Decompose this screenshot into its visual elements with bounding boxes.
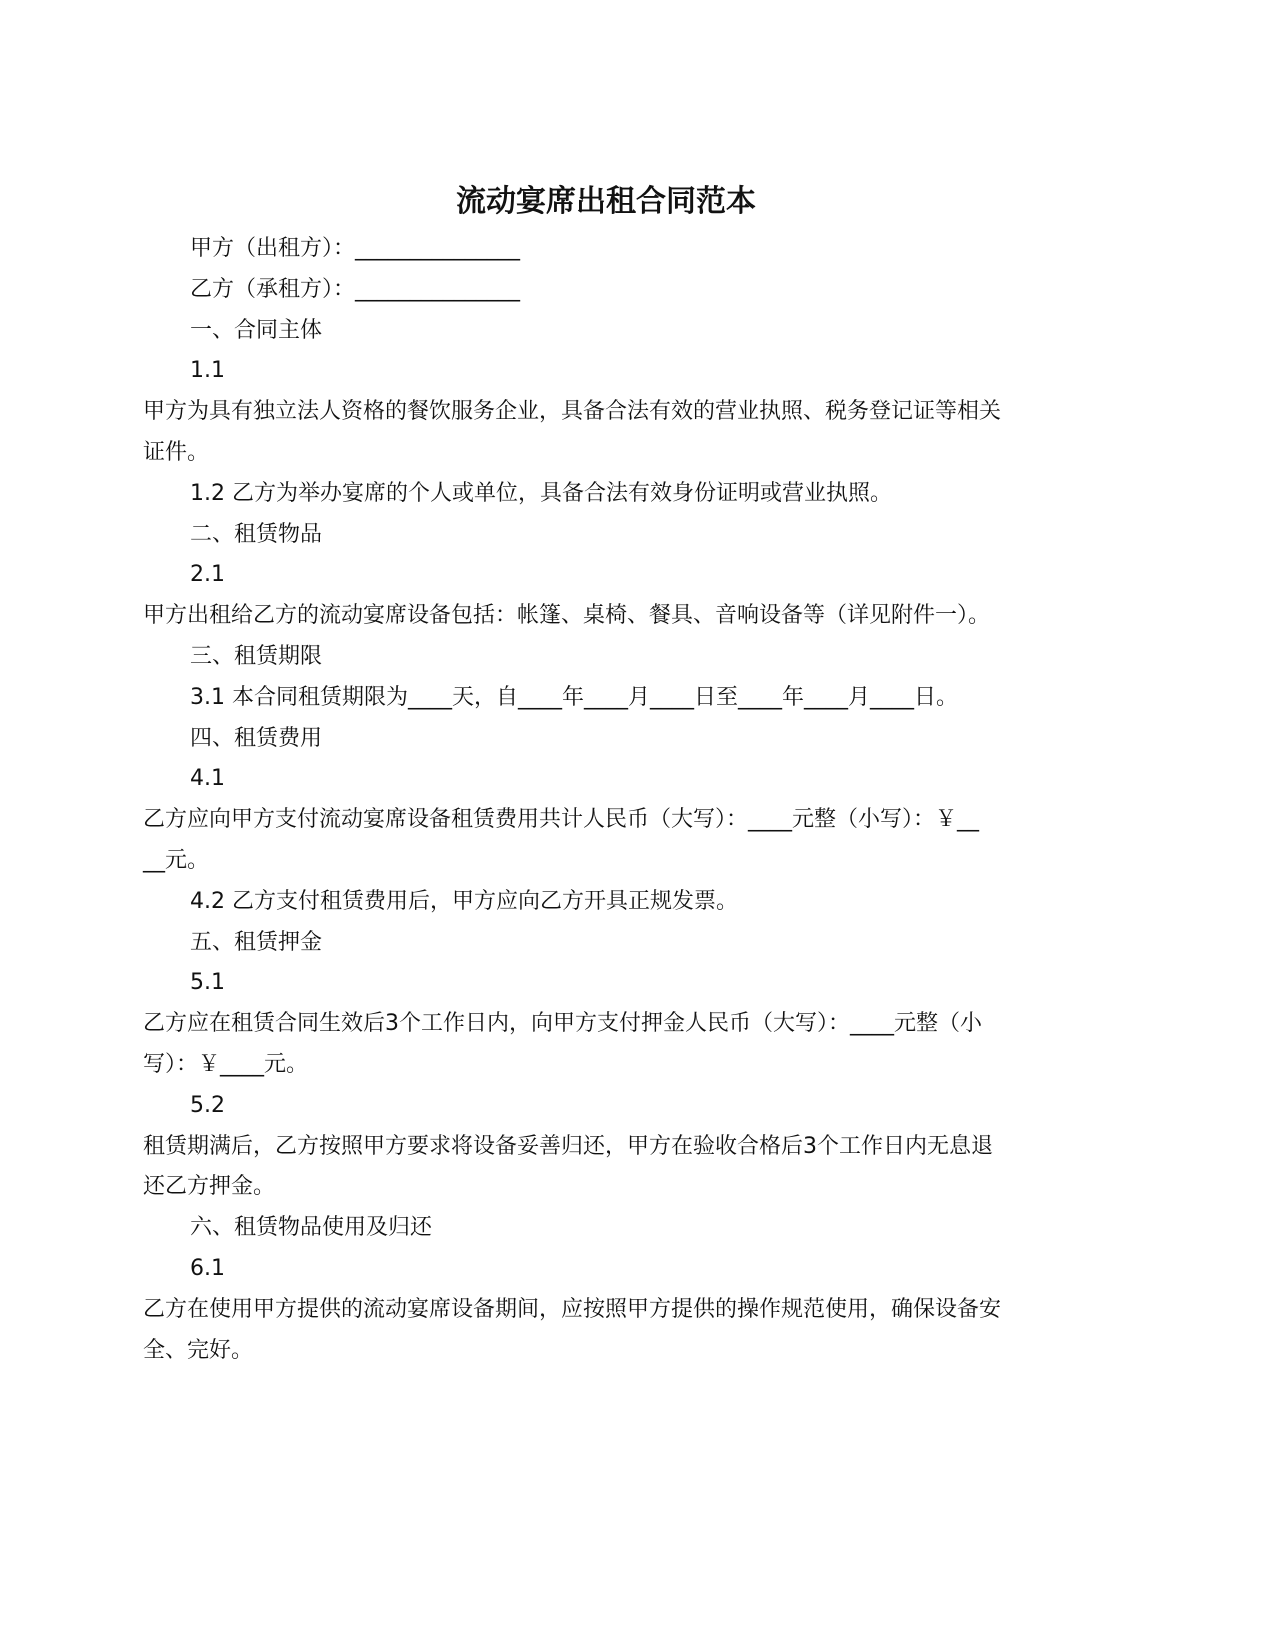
clause-number: 2.1	[190, 562, 225, 588]
clause-text: 乙方在使用甲方提供的流动宴席设备期间，应按照甲方提供的操作规范使用，确保设备安	[143, 1296, 1002, 1322]
clause-text: 乙方应向甲方支付流动宴席设备租赁费用共计人民币（大写）：____元整（小写）：￥__	[143, 807, 980, 833]
clause-text: 3.1 本合同租赁期限为____天，自____年____月____日至____年____月____日。	[190, 684, 958, 710]
section-heading: 四、租赁费用	[190, 725, 323, 751]
section-heading: 一、合同主体	[190, 317, 323, 343]
clause-number: 6.1	[190, 1255, 225, 1281]
clause-number: 4.1	[190, 766, 225, 792]
section-heading: 二、租赁物品	[190, 521, 323, 547]
clause-text: 1.2 乙方为举办宴席的个人或单位，具备合法有效身份证明或营业执照。	[190, 480, 892, 506]
clause-number: 5.1	[190, 970, 225, 996]
clause-text: 甲方为具有独立法人资格的餐饮服务企业，具备合法有效的营业执照、税务登记证等相关	[143, 399, 1002, 425]
clause-text: 租赁期满后，乙方按照甲方要求将设备妥善归还，甲方在验收合格后3个工作日内无息退	[143, 1133, 993, 1159]
party-b-line: 乙方（承租方）：_______________	[190, 276, 521, 302]
document-title: 流动宴席出租合同范本	[456, 184, 756, 219]
section-heading: 三、租赁期限	[190, 643, 323, 669]
clause-text: 全、完好。	[143, 1337, 254, 1363]
clause-text: __元。	[143, 847, 210, 873]
clause-text: 写）：￥____元。	[143, 1051, 309, 1077]
clause-number: 1.1	[190, 358, 225, 384]
section-heading: 六、租赁物品使用及归还	[190, 1215, 433, 1241]
section-heading: 五、租赁押金	[190, 929, 323, 955]
clause-number: 5.2	[190, 1092, 225, 1118]
clause-text: 乙方应在租赁合同生效后3个工作日内，向甲方支付押金人民币（大写）：____元整（小	[143, 1011, 982, 1037]
clause-text: 还乙方押金。	[143, 1174, 276, 1200]
document-body	[143, 229, 1083, 1371]
clause-text: 甲方出租给乙方的流动宴席设备包括：帐篷、桌椅、餐具、音响设备等（详见附件一）。	[143, 603, 991, 629]
clause-text: 4.2 乙方支付租赁费用后，甲方应向乙方开具正规发票。	[190, 888, 738, 914]
clause-text: 证件。	[143, 439, 210, 465]
party-a-line: 甲方（出租方）：_______________	[190, 236, 521, 261]
